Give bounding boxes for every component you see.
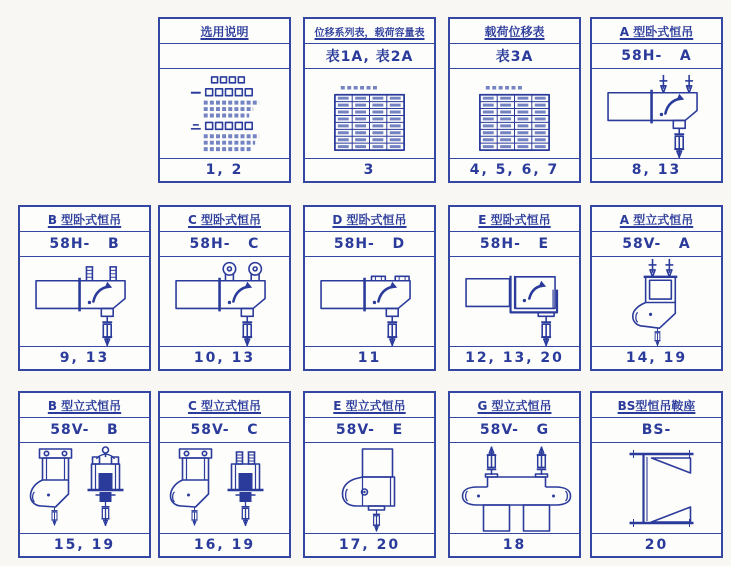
horizontal-hanger-e-drawing xyxy=(450,257,579,346)
cell-code-band xyxy=(450,418,579,443)
cell-pages: 18 xyxy=(502,537,527,553)
cell-title: 选用说明 xyxy=(200,24,249,39)
cell-title: E 型卧式恒吊 xyxy=(478,212,551,227)
cell-title-band xyxy=(160,207,289,232)
cell-code: 58V- G xyxy=(479,422,550,438)
cell-58v-g xyxy=(448,391,581,558)
cell-code: 58H- A xyxy=(621,48,692,64)
cell-title-band xyxy=(592,393,721,418)
cell-title-band xyxy=(592,19,721,44)
cell-title: G 型立式恒吊 xyxy=(477,398,552,413)
cell-pages-band xyxy=(305,158,434,181)
cell-title-band xyxy=(450,207,579,232)
instructions-drawing xyxy=(160,69,289,158)
cell-pages-band xyxy=(160,158,289,181)
cell-code: 58H- E xyxy=(479,236,550,252)
cell-pages: 11 xyxy=(357,350,382,366)
cell-title-band xyxy=(20,393,149,418)
vertical-hanger-e-drawing xyxy=(305,443,434,533)
cell-title: 位移系列表，载荷容量表 xyxy=(314,27,425,39)
cell-pages-band xyxy=(450,158,579,181)
cell-pages: 1, 2 xyxy=(205,162,244,178)
horizontal-hanger-c-drawing xyxy=(160,257,289,346)
cell-58v-b xyxy=(18,391,151,558)
cell-bs-saddle xyxy=(590,391,723,558)
cell-pages-band xyxy=(160,346,289,369)
cell-title: D 型卧式恒吊 xyxy=(332,212,407,227)
vertical-hanger-g-drawing xyxy=(450,443,579,533)
cell-pages-band xyxy=(305,346,434,369)
cell-title-band xyxy=(305,19,434,44)
cell-code: 58V- C xyxy=(190,422,259,438)
cell-load-displacement-table xyxy=(448,17,581,183)
cell-code-band xyxy=(592,418,721,443)
cell-code: 58V- A xyxy=(622,236,691,252)
cell-pages: 3 xyxy=(363,162,376,178)
cell-title-band xyxy=(160,19,289,44)
cell-58h-e xyxy=(448,205,581,371)
cell-code-band xyxy=(305,44,434,69)
cell-pages-band xyxy=(20,533,149,556)
cell-pages: 20 xyxy=(644,537,669,553)
cell-code: 表1A, 表2A xyxy=(325,49,414,65)
mini-table-drawing xyxy=(305,69,434,158)
cell-code-band xyxy=(20,232,149,257)
cell-pages: 15, 19 xyxy=(53,537,116,553)
cell-pages: 9, 13 xyxy=(59,350,110,366)
cell-code-band xyxy=(305,232,434,257)
cell-58h-b xyxy=(18,205,151,371)
cell-title: BS型恒吊鞍座 xyxy=(617,398,696,413)
cell-title: E 型立式恒吊 xyxy=(333,398,406,413)
cell-title-band xyxy=(450,19,579,44)
cell-58h-d xyxy=(303,205,436,371)
cell-title: A 型卧式恒吊 xyxy=(619,24,694,39)
cell-title-band xyxy=(160,393,289,418)
cell-code-band xyxy=(160,232,289,257)
bs-saddle-drawing xyxy=(592,443,721,533)
cell-pages: 16, 19 xyxy=(193,537,256,553)
cell-pages-band xyxy=(592,533,721,556)
cell-code: 58H- C xyxy=(189,236,260,252)
cell-pages: 12, 13, 20 xyxy=(465,350,564,366)
cell-pages: 4, 5, 6, 7 xyxy=(469,162,560,178)
cell-pages: 17, 20 xyxy=(338,537,401,553)
cell-code-band xyxy=(20,418,149,443)
cell-58h-a xyxy=(590,17,723,183)
vertical-hanger-c-drawing xyxy=(160,443,289,533)
cell-pages: 10, 13 xyxy=(193,350,256,366)
cell-code: 58H- D xyxy=(333,236,406,252)
cell-code-band xyxy=(592,232,721,257)
cell-displacement-series-table xyxy=(303,17,436,183)
cell-58v-a xyxy=(590,205,723,371)
cell-code-band xyxy=(592,44,721,69)
cell-code-band xyxy=(450,44,579,69)
cell-title-band xyxy=(450,393,579,418)
horizontal-hanger-b-drawing xyxy=(20,257,149,346)
cell-pages-band xyxy=(305,533,434,556)
cell-pages: 8, 13 xyxy=(631,162,682,178)
cell-title-band xyxy=(20,207,149,232)
cell-selection-notes xyxy=(158,17,291,183)
cell-title: B 型立式恒吊 xyxy=(47,398,122,413)
cell-code: 表3A xyxy=(495,49,534,65)
vertical-hanger-a-drawing xyxy=(592,257,721,346)
mini-table-drawing xyxy=(450,69,579,158)
cell-pages-band xyxy=(20,346,149,369)
cell-pages-band xyxy=(592,346,721,369)
cell-title-band xyxy=(592,207,721,232)
cell-pages-band xyxy=(592,158,721,181)
cell-title-band xyxy=(305,393,434,418)
cell-pages-band xyxy=(450,346,579,369)
cell-title: 载荷位移表 xyxy=(484,24,545,39)
cell-code-band xyxy=(160,418,289,443)
horizontal-hanger-a-drawing xyxy=(592,69,721,158)
cell-code-band xyxy=(305,418,434,443)
vertical-hanger-b-drawing xyxy=(20,443,149,533)
cell-code: 58H- B xyxy=(49,236,120,252)
cell-title: A 型立式恒吊 xyxy=(619,212,694,227)
cell-code-band xyxy=(450,232,579,257)
cell-title: C 型卧式恒吊 xyxy=(188,212,261,227)
cell-code: 58V- E xyxy=(335,422,404,438)
horizontal-hanger-d-drawing xyxy=(305,257,434,346)
cell-title-band xyxy=(305,207,434,232)
cell-code-band xyxy=(160,44,289,69)
cell-title: B 型卧式恒吊 xyxy=(47,212,122,227)
cell-code: 58V- B xyxy=(50,422,119,438)
cell-pages-band xyxy=(450,533,579,556)
cell-pages: 14, 19 xyxy=(625,350,688,366)
cell-code: BS- xyxy=(641,422,672,438)
cell-58v-c xyxy=(158,391,291,558)
cell-58v-e xyxy=(303,391,436,558)
cell-title: C 型立式恒吊 xyxy=(188,398,261,413)
cell-pages-band xyxy=(160,533,289,556)
cell-58h-c xyxy=(158,205,291,371)
